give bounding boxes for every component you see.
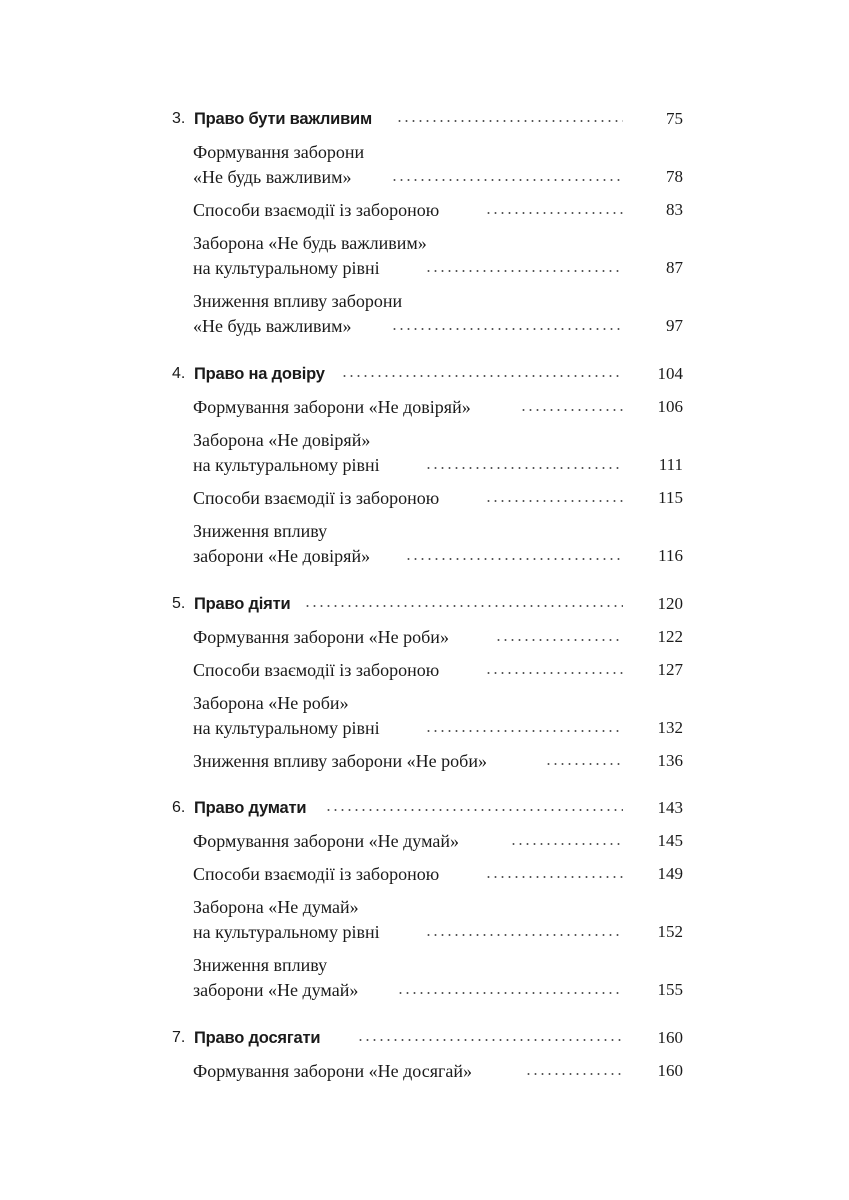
entry-title-line: Заборона «Не думай» <box>193 897 359 917</box>
entry-title-line: на культуральному рівні <box>193 258 380 278</box>
page-number: 87 <box>666 258 683 277</box>
page-number: 75 <box>666 109 683 128</box>
page-number: 149 <box>657 864 683 883</box>
entry-title-line: Заборона «Не довіряй» <box>193 430 371 450</box>
page-number: 160 <box>657 1061 683 1080</box>
entry-title-line: Формування заборони «Не роби» <box>193 627 449 647</box>
page-number: 78 <box>666 167 683 186</box>
page-number: 132 <box>657 718 683 737</box>
page-number: 160 <box>657 1028 683 1047</box>
page-number: 97 <box>666 316 683 335</box>
chapter-number: 6. <box>172 799 186 816</box>
page-number: 152 <box>657 922 683 941</box>
entry-title-line: «Не будь важливим» <box>193 167 352 187</box>
leader-dots <box>425 730 623 732</box>
page-number: 143 <box>657 798 683 817</box>
page-number: 136 <box>657 751 683 770</box>
page-number: 122 <box>657 627 683 646</box>
chapter-number: 5. <box>172 595 186 612</box>
entry-title-line: Формування заборони <box>193 142 365 162</box>
leader-dots <box>341 375 623 377</box>
entry-title-line: Зниження впливу заборони «Не роби» <box>193 751 487 771</box>
entry-title-line: Зниження впливу заборони <box>193 291 403 311</box>
entry-title-line: Зниження впливу <box>193 521 328 541</box>
leader-dots <box>325 809 623 811</box>
chapter-title: Право думати <box>194 799 307 817</box>
leader-dots <box>357 1039 623 1041</box>
entry-title-line: Способи взаємодії із забороною <box>193 488 440 508</box>
entry-title-line: Заборона «Не роби» <box>193 693 349 713</box>
leader-dots <box>405 558 623 560</box>
leader-dots <box>485 500 623 502</box>
chapter-number: 7. <box>172 1029 186 1046</box>
leader-dots <box>396 120 623 122</box>
leader-dots <box>525 1073 623 1075</box>
page-number: 104 <box>657 364 683 383</box>
leader-dots <box>545 763 623 765</box>
entry-title-line: Способи взаємодії із забороною <box>193 200 440 220</box>
page-number: 127 <box>657 660 683 679</box>
page-number: 116 <box>658 546 683 565</box>
entry-title-line: на культуральному рівні <box>193 455 380 475</box>
leader-dots <box>425 270 623 272</box>
chapter-title: Право діяти <box>194 595 291 613</box>
leader-dots <box>485 876 623 878</box>
leader-dots <box>425 934 623 936</box>
entry-title-line: Формування заборони «Не думай» <box>193 831 459 851</box>
entry-title-line: на культуральному рівні <box>193 718 380 738</box>
entry-title-line: Заборона «Не будь важливим» <box>193 233 427 253</box>
page-number: 155 <box>657 980 683 999</box>
leader-dots <box>520 409 623 411</box>
entry-title-line: Зниження впливу <box>193 955 328 975</box>
leader-dots <box>391 328 623 330</box>
leader-dots <box>485 672 623 674</box>
page-number: 120 <box>657 594 683 613</box>
leader-dots <box>510 843 623 845</box>
page-number: 115 <box>658 488 683 507</box>
chapter-number: 3. <box>172 110 186 127</box>
leader-dots <box>495 639 623 641</box>
entry-title-line: «Не будь важливим» <box>193 316 352 336</box>
leader-dots <box>391 179 623 181</box>
chapter-title: Право на довіру <box>194 365 325 383</box>
chapter-number: 4. <box>172 365 186 382</box>
leader-dots <box>425 467 623 469</box>
leader-dots <box>485 212 623 214</box>
entry-title-line: Способи взаємодії із забороною <box>193 864 440 884</box>
entry-title-line: Способи взаємодії із забороною <box>193 660 440 680</box>
chapter-title: Право досягати <box>194 1029 321 1047</box>
page-number: 106 <box>657 397 683 416</box>
entry-title-line: заборони «Не думай» <box>193 980 359 1000</box>
leader-dots <box>304 605 623 607</box>
leader-dots <box>397 992 623 994</box>
entry-title-line: Формування заборони «Не досягай» <box>193 1061 473 1081</box>
chapter-title: Право бути важливим <box>194 110 372 128</box>
page-number: 145 <box>657 831 683 850</box>
page-number: 83 <box>666 200 683 219</box>
entry-title-line: заборони «Не довіряй» <box>193 546 371 566</box>
page-number: 111 <box>658 455 683 474</box>
entry-title-line: на культуральному рівні <box>193 922 380 942</box>
entry-title-line: Формування заборони «Не довіряй» <box>193 397 471 417</box>
